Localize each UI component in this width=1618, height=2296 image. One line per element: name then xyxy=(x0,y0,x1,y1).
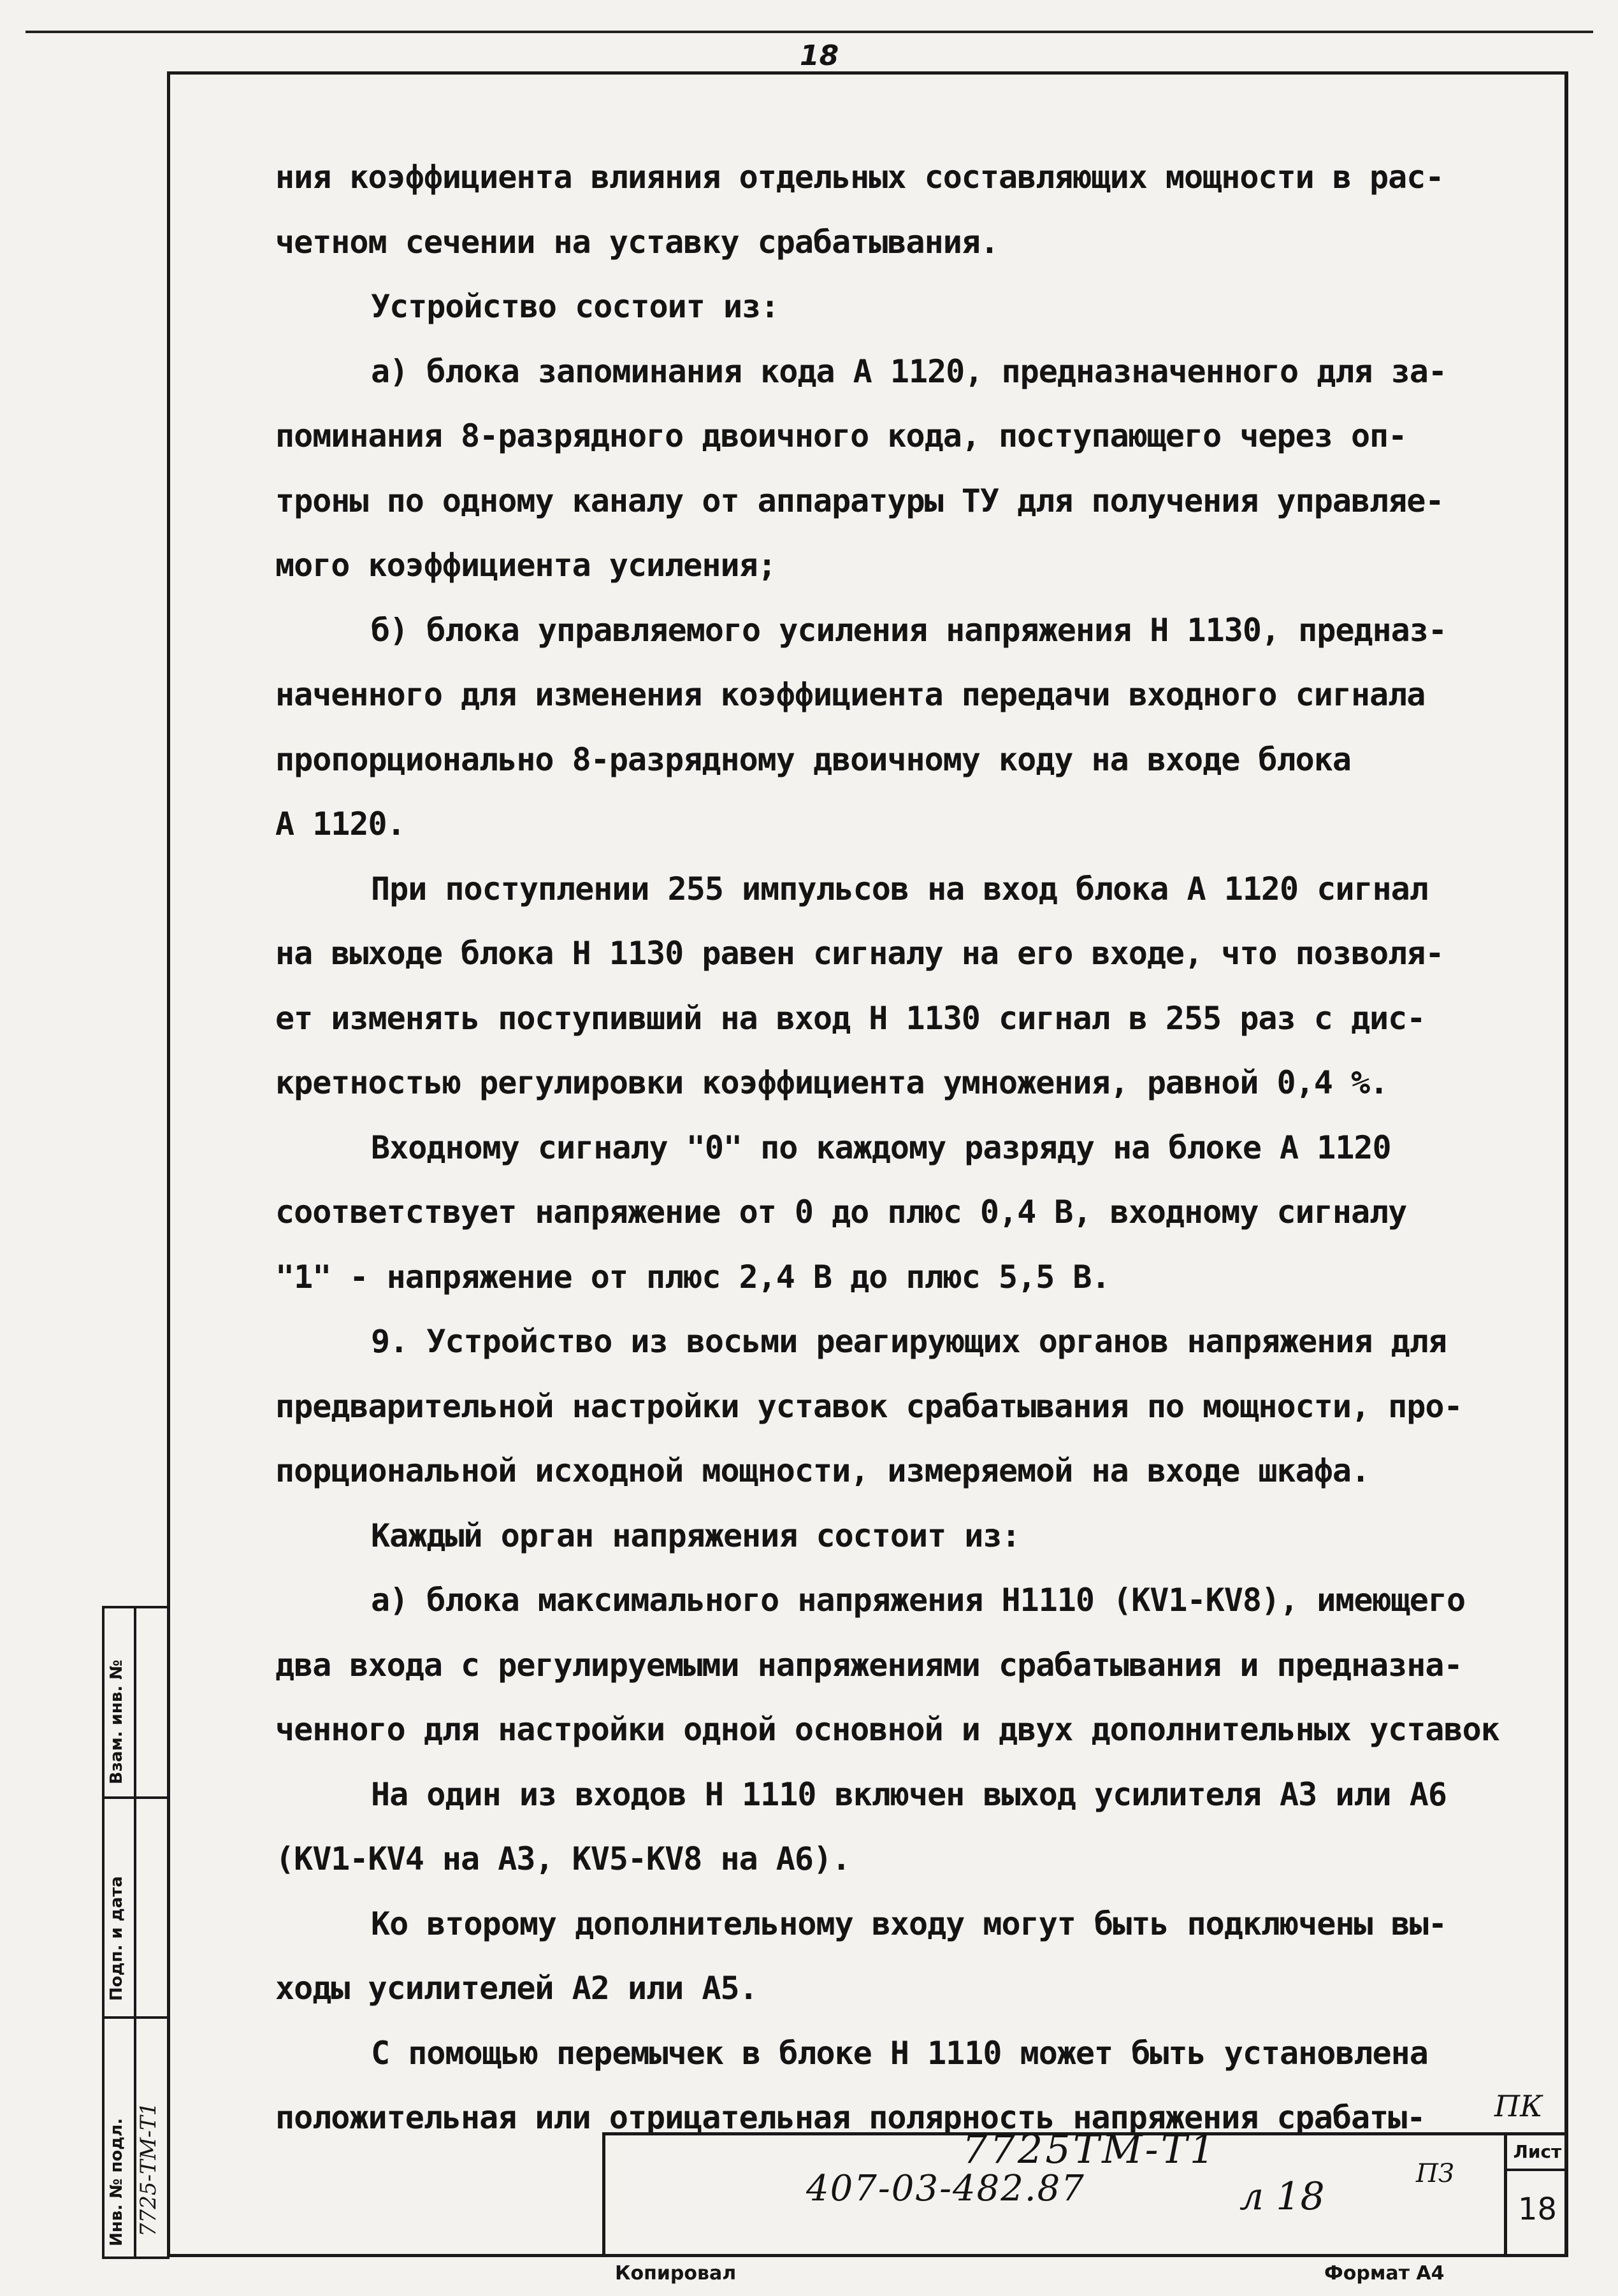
text-line: (KV1-KV4 на А3, KV5-KV8 на А6). xyxy=(275,1840,851,1877)
text-line: С помощью перемычек в блоке Н 1110 может быть установлена xyxy=(371,2034,1428,2072)
sheet-header: Лист xyxy=(1507,2135,1568,2171)
text-line: на выходе блока Н 1130 равен сигналу на его входе, что позволя- xyxy=(275,935,1444,972)
footer-copied-by: Копировал xyxy=(615,2262,737,2285)
top-rule xyxy=(25,31,1593,33)
text-line: 9. Устройство из восьми реагирующих органов напряжения для xyxy=(371,1323,1447,1360)
body-text xyxy=(275,145,1524,2151)
title-code-main: 407-03-482.87 xyxy=(806,2168,1085,2209)
text-line: ет изменять поступивший на вход Н 1130 сигнал в 255 раз с дис- xyxy=(275,999,1426,1037)
text-line: б) блока управляемого усиления напряжения Н 1130, предназ- xyxy=(371,611,1447,649)
text-line: соответствует напряжение от 0 до плюс 0,4 В, входному сигналу xyxy=(275,1194,1407,1231)
page-number-top: 18 xyxy=(800,40,839,72)
text-line: пропорционально 8-разрядному двоичному коду на входе блока xyxy=(275,740,1351,778)
text-line: "1" - напряжение от плюс 2,4 В до плюс 5,5 В. xyxy=(275,1258,1110,1296)
text-line: а) блока максимального напряжения Н1110 (KV1-KV8), имеющего xyxy=(371,1582,1466,1619)
side-strip-divider xyxy=(105,1796,170,1799)
text-line: троны по одному каналу от аппаратуры ТУ для получения управляе- xyxy=(275,482,1444,519)
side-strip-divider xyxy=(105,2016,170,2019)
text-line: А 1120. xyxy=(275,805,405,842)
text-line: поминания 8-разрядного двоичного кода, поступающего через оп- xyxy=(275,417,1407,454)
text-line: Устройство состоит из: xyxy=(371,288,779,325)
sheet-number: 18 xyxy=(1517,2191,1557,2227)
side-label-inv-no: Инв. № подл. xyxy=(107,2118,126,2246)
footer-format: Формат А4 xyxy=(1324,2262,1445,2285)
text-line: кретностью регулировки коэффициента умножения, равной 0,4 %. xyxy=(275,1064,1389,1101)
side-inventory-handwritten: 7725-ТМ-Т1 xyxy=(136,2102,161,2237)
text-line: порциональной исходной мощности, измеряемой на входе шкафа. xyxy=(275,1452,1370,1489)
title-code-top: 7725ТМ-Т1 xyxy=(962,2126,1218,2172)
text-line: четном сечении на уставку срабатывания. xyxy=(275,223,999,261)
text-line: наченного для изменения коэффициента передачи входного сигнала xyxy=(275,676,1426,713)
text-line: На один из входов Н 1110 включен выход усилителя А3 или А6 xyxy=(371,1775,1447,1813)
text-line: а) блока запоминания кода А 1120, предназначенного для за- xyxy=(371,352,1447,390)
text-line: Каждый орган напряжения состоит из: xyxy=(371,1517,1020,1554)
side-label-replaced-inv: Взам. инв. № xyxy=(107,1659,126,1784)
sheet-cell xyxy=(1504,2135,1568,2254)
title-doc-type: ПЗ xyxy=(1416,2159,1454,2188)
text-line: предварительной настройки уставок срабатывания по мощности, про- xyxy=(275,1387,1463,1425)
text-line: положительная или отрицательная полярность напряжения срабаты- xyxy=(275,2099,1426,2136)
text-line: ния коэффициента влияния отдельных составляющих мощности в рас- xyxy=(275,159,1444,196)
text-line: ченного для настройки одной основной и двух дополнительных уставок xyxy=(275,1711,1499,1748)
text-line: Входному сигналу "0" по каждому разряду на блоке А 1120 xyxy=(371,1129,1391,1166)
text-line: Ко второму дополнительному входу могут быть подключены вы- xyxy=(371,1905,1447,1942)
text-line: мого коэффициента усиления; xyxy=(275,547,776,584)
text-line: два входа с регулируемыми напряжениями срабатывания и предназна- xyxy=(275,1646,1463,1684)
text-line: При поступлении 255 импульсов на вход блока А 1120 сигнал xyxy=(371,870,1428,907)
side-label-sign-date: Подп. и дата xyxy=(107,1876,126,2001)
margin-mark: ПК xyxy=(1494,2089,1543,2123)
text-line: ходы усилителей А2 или А5. xyxy=(275,1970,758,2007)
title-sheet-handwritten: л 18 xyxy=(1239,2174,1325,2219)
